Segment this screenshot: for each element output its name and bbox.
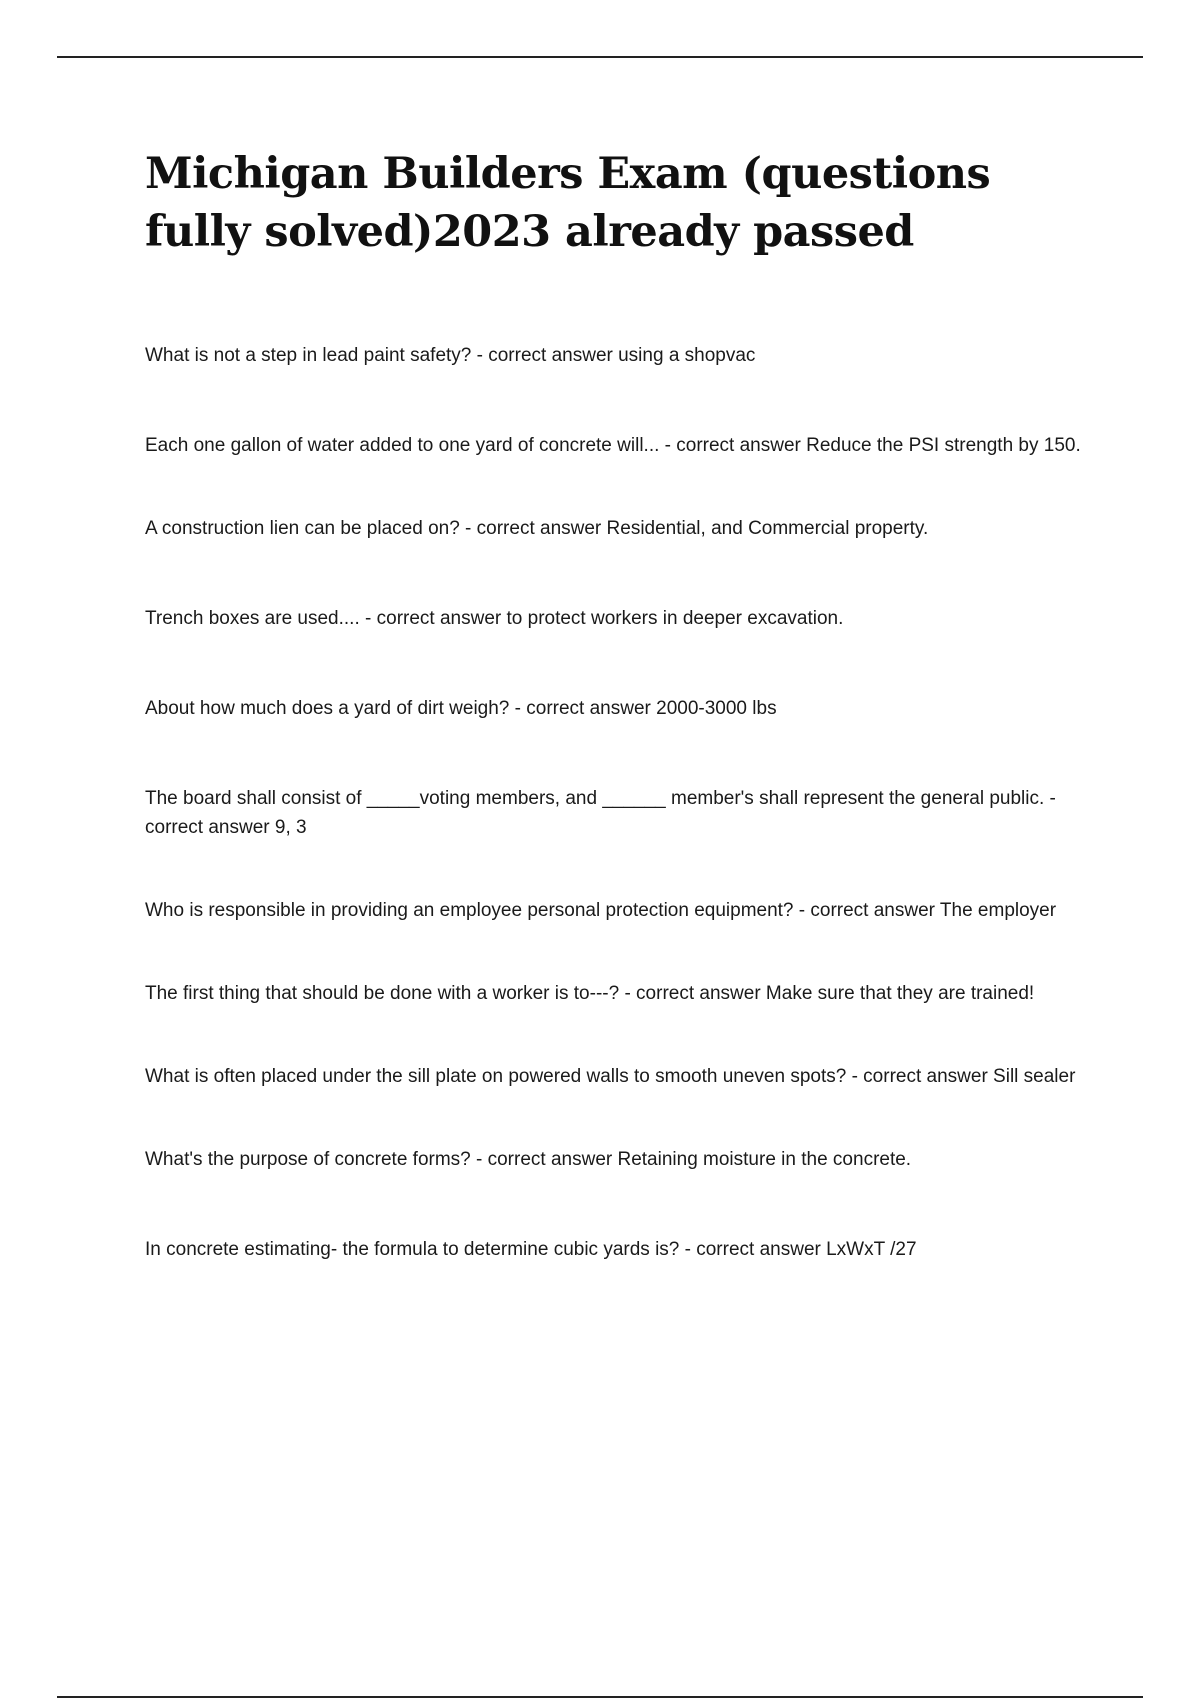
document-title: Michigan Builders Exam (questions fully solved)2023 already passed	[145, 149, 991, 257]
qa-item: What is often placed under the sill plate on powered walls to smooth uneven spots? - correct answer Sill sealer	[145, 1066, 1076, 1087]
qa-item: In concrete estimating- the formula to determine cubic yards is? - correct answer LxWxT /27	[145, 1239, 917, 1260]
qa-item: About how much does a yard of dirt weigh? - correct answer 2000-3000 lbs	[145, 698, 777, 719]
qa-item: Who is responsible in providing an employee personal protection equipment? - correct answer The employer	[145, 900, 1057, 921]
qa-item: The board shall consist of _____voting members, and ______ member's shall represent the general public. - correct answer 9, 3	[145, 788, 1056, 838]
top-rule	[57, 56, 1143, 58]
document-body	[145, 145, 1090, 1260]
qa-item: The first thing that should be done with a worker is to---? - correct answer Make sure that they are trained!	[145, 983, 1035, 1004]
qa-item: Each one gallon of water added to one yard of concrete will... - correct answer Reduce the PSI strength by 150.	[145, 435, 1081, 456]
qa-item: Trench boxes are used.... - correct answer to protect workers in deeper excavation.	[145, 608, 844, 629]
qa-list	[145, 341, 1090, 1264]
bottom-rule	[57, 1696, 1143, 1698]
qa-item: A construction lien can be placed on? - correct answer Residential, and Commercial property.	[145, 518, 929, 539]
qa-item: What's the purpose of concrete forms? - correct answer Retaining moisture in the concrete.	[145, 1149, 912, 1170]
qa-item: What is not a step in lead paint safety? - correct answer using a shopvac	[145, 345, 756, 366]
